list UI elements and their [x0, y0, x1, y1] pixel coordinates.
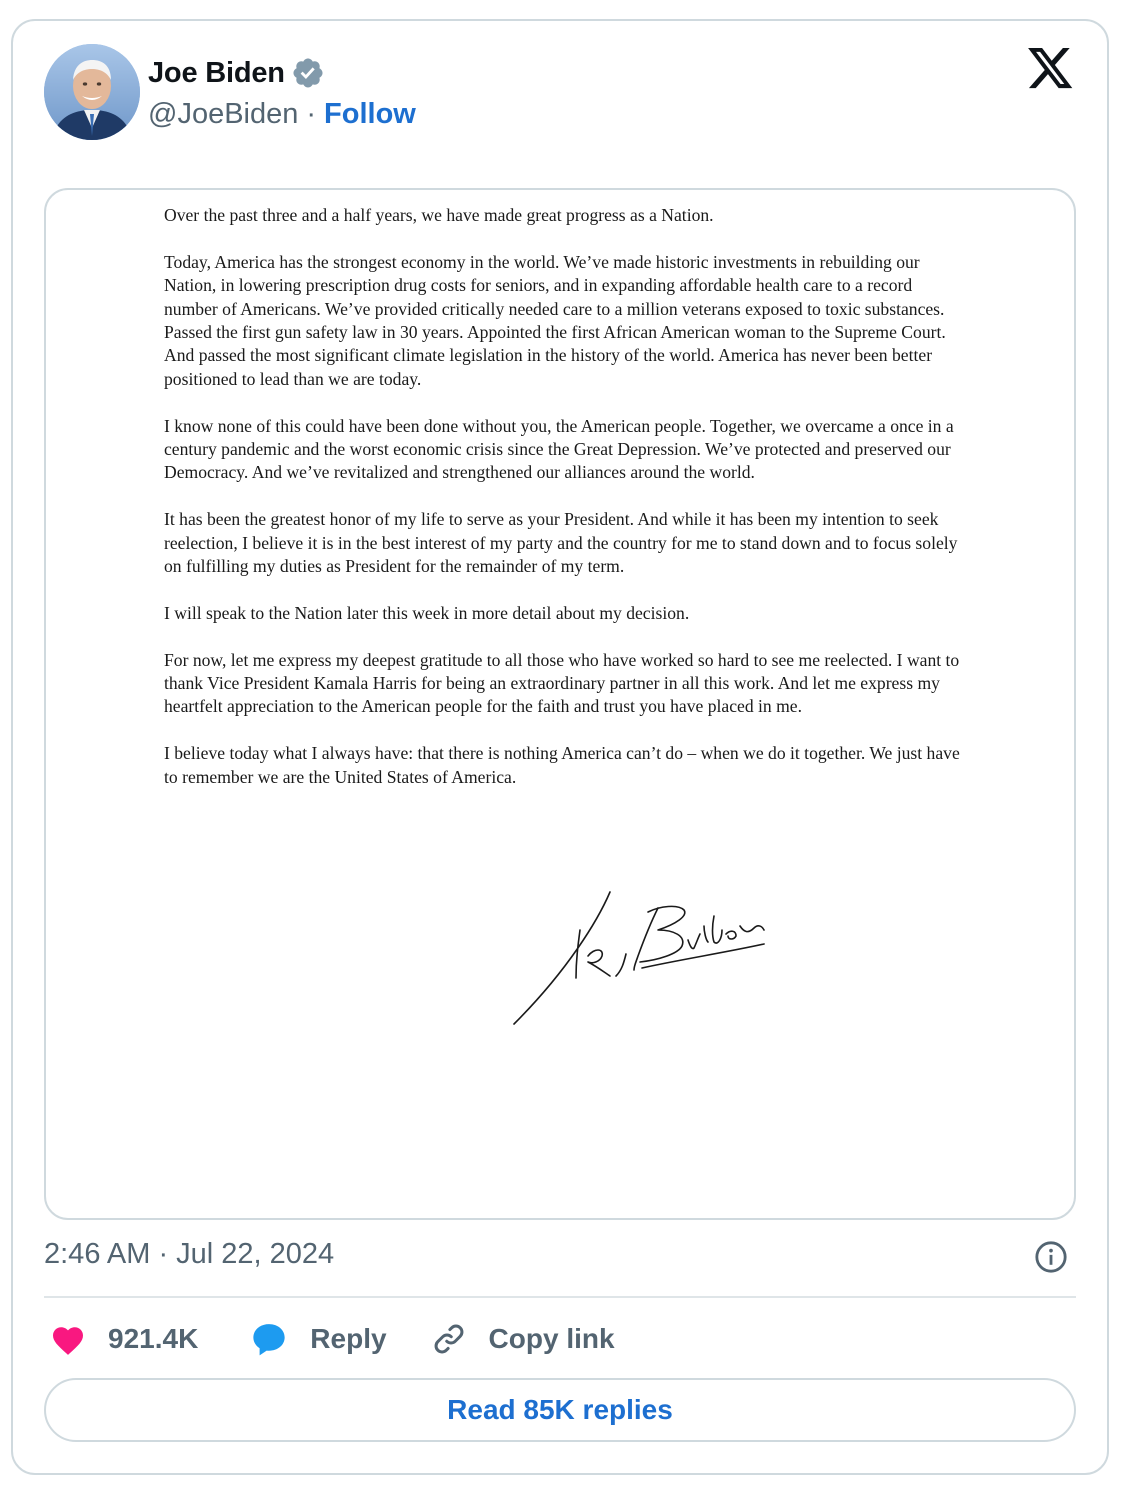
letter-paragraph: Today, America has the strongest economy in the world. We’ve made historic investments in rebuilding our Nation, in lowering prescription drug costs for seniors, and in expanding affordable health care to a record number of Americans. We’ve provided critically needed care to a million veterans exposed to toxic substances. Passed the first gun safety law in 30 years. Appointed the first African American woman to the Supreme Court. And passed the most significant climate legislation in the history of the world. America has never been better positioned to lead than we are today.	[164, 251, 946, 389]
reply-label: Reply	[310, 1323, 387, 1354]
info-icon[interactable]	[1034, 1240, 1068, 1274]
author-handle-row	[148, 96, 416, 132]
letter-image[interactable]	[44, 188, 1076, 1220]
speech-bubble-icon	[250, 1321, 288, 1357]
tweet-actions	[44, 1316, 615, 1362]
author-handle[interactable]: @JoeBiden	[148, 97, 299, 130]
author-display-name[interactable]: Joe Biden	[148, 56, 285, 89]
tweet-timestamp[interactable]: 2:46 AM · Jul 22, 2024	[44, 1238, 335, 1270]
heart-icon	[50, 1322, 86, 1356]
like-button[interactable]	[50, 1322, 198, 1356]
reply-button[interactable]	[250, 1321, 386, 1357]
avatar[interactable]	[44, 44, 140, 140]
copy-link-button[interactable]	[431, 1321, 615, 1357]
copy-link-label: Copy link	[488, 1323, 615, 1354]
letter-paragraph: For now, let me express my deepest gratitude to all those who have worked so hard to see me reelected. I want to thank Vice President Kamala Harris for being an extraordinary partner in all this work. And let me express my heartfelt appreciation to the American people for the faith and trust you have placed in me.	[164, 649, 960, 717]
link-icon	[431, 1321, 467, 1357]
signature-image	[508, 890, 778, 1028]
verified-badge-icon	[291, 56, 325, 90]
like-count: 921.4K	[108, 1323, 199, 1354]
follow-button[interactable]: Follow	[324, 97, 416, 130]
letter-paragraph: Over the past three and a half years, we have made great progress as a Nation.	[164, 205, 714, 225]
letter-paragraph: I will speak to the Nation later this week in more detail about my decision.	[164, 602, 690, 623]
divider	[44, 1296, 1076, 1298]
read-replies-label: Read 85K replies	[447, 1394, 673, 1425]
x-logo-icon[interactable]	[1028, 48, 1074, 90]
author-name-row[interactable]	[148, 53, 325, 93]
read-replies-button[interactable]	[44, 1378, 1076, 1442]
letter-paragraph: I believe today what I always have: that there is nothing America can’t do – when we do it together. We just have to remember we are the United States of America.	[164, 743, 960, 787]
separator-dot: ·	[306, 97, 317, 130]
letter-paragraph: It has been the greatest honor of my life to serve as your President. And while it has been my intention to seek reelection, I believe it is in the best interest of my party and the country for me to stand down and to focus solely on fulfilling my duties as President for the remainder of my term.	[164, 509, 958, 577]
letter-paragraph: I know none of this could have been done without you, the American people. Together, we overcame a once in a century pandemic and the worst economic crisis since the Great Depression. We’ve protected and preserved our Democracy. And we’ve revitalized and strengthened our alliances around the world.	[164, 415, 954, 483]
letter-body	[164, 204, 964, 812]
